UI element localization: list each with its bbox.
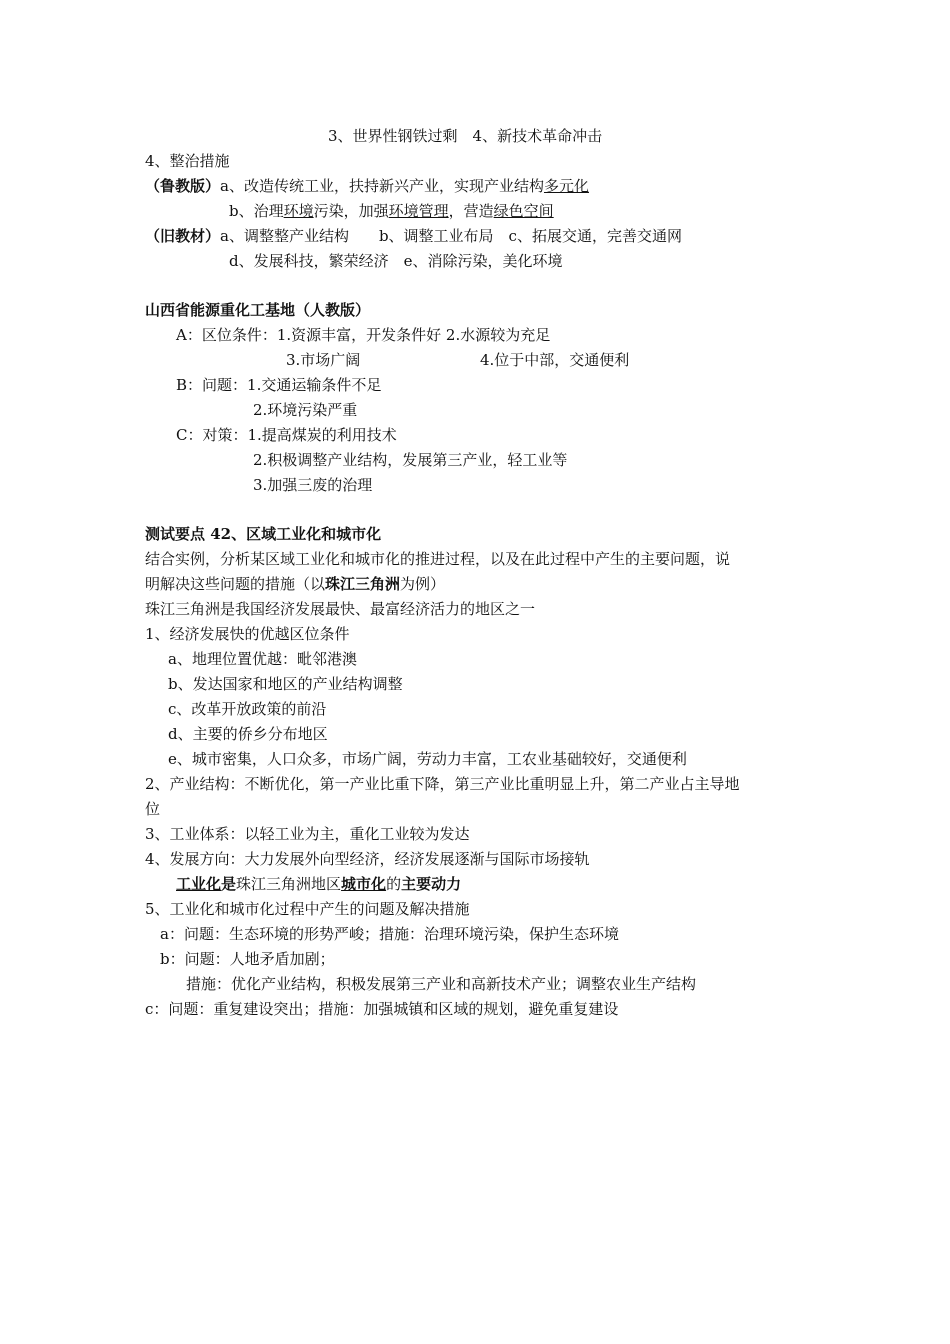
section-heading: 山西省能源重化工基地（人教版） [145,301,371,319]
bold-term: 主要动力 [401,875,462,893]
edition-label: （鲁教版） [145,177,221,195]
text-span: 污染，加强 [313,202,389,220]
text-line [176,874,461,894]
text-line [145,226,682,246]
text-span: 明解决这些问题的措施（以 [145,575,326,593]
text-line: 3.市场广阔 [286,351,361,369]
list-item: e、城市密集，人口众多，市场广阔，劳动力丰富，工农业基础较好，交通便利 [168,750,687,768]
list-item: b：问题：人地矛盾加剧； [160,950,335,968]
text-line [229,201,554,221]
list-item: c、改革开放政策的前沿 [168,700,327,718]
list-item: b、发达国家和地区的产业结构调整 [168,675,403,693]
text-line: B：问题：1.交通运输条件不足 [176,376,382,394]
text-line: 2.环境污染严重 [253,401,358,419]
list-item: a、地理位置优越：毗邻港澳 [168,650,357,668]
underlined-term: 工业化 [176,875,222,893]
text-line: 结合实例，分析某区域工业化和城市化的推进过程，以及在此过程中产生的主要问题，说 [145,550,731,568]
text-line: 3.加强三废的治理 [253,476,373,494]
edition-label: （旧教材） [145,227,221,245]
text-span: 珠江三角洲地区 [236,875,342,893]
text-span: ，营造 [448,202,494,220]
underlined-term: 绿色空间 [493,202,554,220]
list-item: a：问题：生态环境的形势严峻；措施：治理环境污染，保护生态环境 [160,925,619,943]
text-line: 2.积极调整产业结构，发展第三产业，轻工业等 [253,451,568,469]
text-line: 3、世界性钢铁过剩 4、新技术革命冲击 [328,127,603,145]
text-line [145,574,445,594]
text-span: a、改造传统工业，扶持新兴产业，实现产业结构 [220,177,544,195]
underlined-term: 城市化 [341,875,387,893]
text-line: 5、工业化和城市化过程中产生的问题及解决措施 [145,900,470,918]
list-item: d、主要的侨乡分布地区 [168,725,328,743]
section-heading: 测试要点 42、区域工业化和城市化 [145,525,382,543]
underlined-term: 环境管理 [388,202,449,220]
text-line: C：对策：1.提高煤炭的利用技术 [176,426,397,444]
text-line: 珠江三角洲是我国经济发展最快、最富经济活力的地区之一 [145,600,536,618]
bold-term: 珠江三角洲 [325,575,401,593]
bold-term: 是 [221,875,237,893]
text-line: 1、经济发展快的优越区位条件 [145,625,350,643]
list-item: c：问题：重复建设突出；措施：加强城镇和区域的规划，避免重复建设 [145,1000,619,1018]
text-line: 位 [145,800,161,818]
text-span: a、调整整产业结构 b、调整工业布局 c、拓展交通，完善交通网 [220,227,682,245]
section-heading: 4、整治措施 [145,152,230,170]
text-line: d、发展科技，繁荣经济 e、消除污染，美化环境 [229,252,563,270]
underlined-term: 多元化 [543,177,589,195]
underlined-term: 环境 [283,202,314,220]
text-span: b、治理 [229,202,284,220]
text-line: 3、工业体系：以轻工业为主，重化工业较为发达 [145,825,470,843]
text-span: 的 [386,875,402,893]
text-line: 措施：优化产业结构，积极发展第三产业和高新技术产业；调整农业生产结构 [186,975,697,993]
text-line: A：区位条件：1.资源丰富，开发条件好 2.水源较为充足 [176,326,551,344]
text-span: 为例） [400,575,446,593]
text-line [145,176,589,196]
text-line: 4.位于中部，交通便利 [480,351,630,369]
text-line: 2、产业结构：不断优化，第一产业比重下降，第三产业比重明显上升，第二产业占主导地 [145,775,740,793]
text-line: 4、发展方向：大力发展外向型经济，经济发展逐渐与国际市场接轨 [145,850,590,868]
